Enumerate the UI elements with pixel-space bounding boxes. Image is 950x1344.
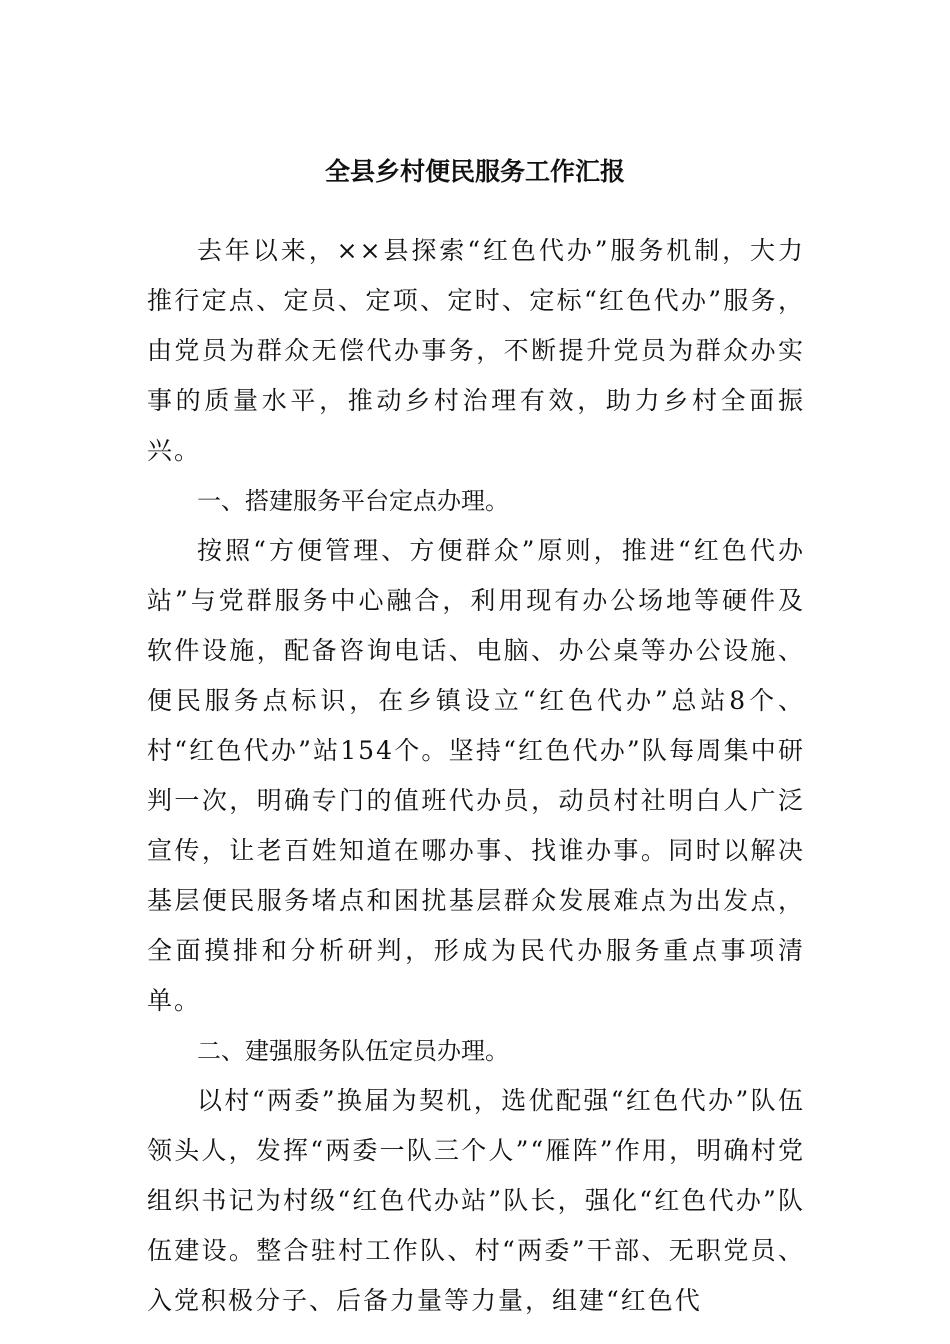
section-1-paragraph: 按照“方便管理、方便群众”原则，推进“红色代办站”与党群服务中心融合，利用现有办公场地等硬件及软件设施，配备咨询电话、电脑、办公桌等办公设施、便民服务点标识，在乡镇设立“红色代办”总站8个、村“红色代办”站154个。坚持“红色代办”队每周集中研判一次，明确专门的值班代办员，动员村社明白人广泛宣传，让老百姓知道在哪办事、找谁办事。同时以解决基层便民服务堵点和困扰基层群众发展难点为出发点，全面摸排和分析研判，形成为民代办服务重点事项清单。 bbox=[147, 536, 805, 1015]
section-2-paragraph: 以村“两委”换届为契机，选优配强“红色代办”队伍领头人，发挥“两委一队三个人”“雁阵”作用，明确村党组织书记为村级“红色代办站”队长，强化“红色代办”队伍建设。整合驻村工作队、村“两委”干部、无职党员、入党积极分子、后备力量等力量，组建“红色代 bbox=[147, 1086, 805, 1315]
section-2-heading: 二、建强服务队伍定员办理。 bbox=[197, 1037, 509, 1065]
section-1-heading: 一、搭建服务平台定点办理。 bbox=[197, 487, 509, 515]
document-body bbox=[147, 226, 805, 1326]
document-title: 全县乡村便民服务工作汇报 bbox=[324, 157, 625, 186]
intro-paragraph: 去年以来，××县探索“红色代办”服务机制，大力推行定点、定员、定项、定时、定标“红色代办”服务，由党员为群众无偿代办事务，不断提升党员为群众办实事的质量水平，推动乡村治理有效，助力乡村全面振兴。 bbox=[147, 236, 805, 465]
